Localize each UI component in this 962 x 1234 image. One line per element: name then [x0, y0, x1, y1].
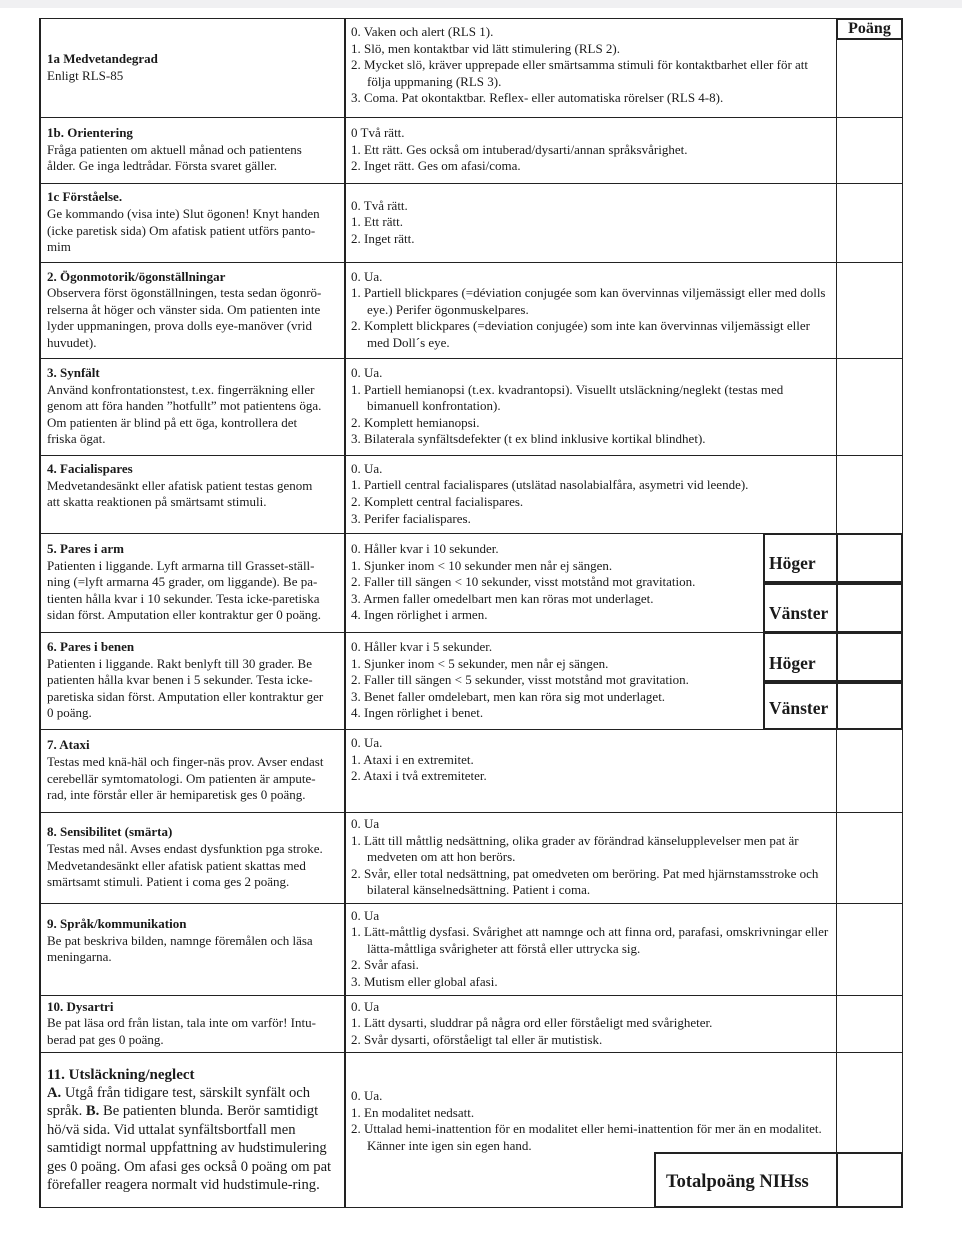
item-text: lyder uppmaningen, prova dolls eye-manöver (vrid	[47, 318, 312, 334]
item-6-options	[345, 632, 765, 729]
option: 1. Lätt till måttlig nedsättning, olika grader av förändrad känselupplevelser men pat är medveten om att hon berörs.	[351, 832, 799, 865]
score-header	[836, 18, 903, 40]
option: 3. Coma. Pat okontaktbar. Reflex- eller automatiska rörelser (RLS 4-8).	[351, 90, 724, 106]
option: 2. Komplett central facialispares.	[351, 494, 524, 509]
option: 1. Lätt-måttlig dysfasi. Svårighet att namnge och att finna ord, parafasi, omskrivningar eller lätta-måttliga svårigheter att förstå eller uttrycka sig.	[351, 924, 829, 956]
option: 3. Perifer facialispares.	[351, 510, 471, 526]
part-b-text: Be patienten blunda. Berör samtidigt hö/vä sida. Vid uttalat synfältsbortfall men samtidigt normal uppfattning av hudstimulering ges 0 poäng. Om afasi ges också 0 poäng om pat förefaller reagera normalt vid hudstimule-ring.	[47, 1103, 332, 1194]
item-1c-options	[345, 183, 836, 262]
item-1b-options	[345, 117, 836, 183]
item-8-options	[345, 812, 836, 903]
option: 0 Två rätt.	[351, 125, 405, 141]
option: 2. Svår afasi.	[351, 957, 419, 973]
item-text: Medvetandesänkt eller afatisk patient testas genom	[47, 477, 313, 493]
item-title: 1c Förståelse.	[47, 189, 123, 205]
option: 0. Ua.	[351, 365, 383, 381]
item-text: genom att föra handen ”hotfullt” mot patientens öga.	[47, 398, 322, 414]
item-title: 2. Ögonmotorik/ögonställningar	[47, 268, 226, 284]
item-text: paretiska sidan först. Amputation eller kontraktur ger	[47, 688, 324, 704]
option: 2. Komplett hemianopsi.	[351, 414, 480, 430]
leg-right-label: Höger	[769, 653, 816, 673]
option: 0. Ua	[351, 907, 380, 923]
item-title: 8. Sensibilitet (smärta)	[47, 824, 173, 840]
item-title: 6. Pares i benen	[47, 639, 135, 655]
item-10-description	[40, 995, 345, 1052]
option: 2. Inget rätt.	[351, 230, 415, 246]
item-text: rad, inte förstår eller är hemiparetisk ges 0 poäng.	[47, 787, 306, 803]
option: 2. Faller till sängen < 10 sekunder, visst motstånd mot gravitation.	[351, 574, 696, 590]
item-text: Patienten i liggande. Rakt benlyft till 30 grader. Be	[47, 655, 312, 671]
item-6-description	[40, 632, 345, 729]
option: 3. Bilaterala synfältsdefekter (t ex blind inklusive kortikal blindhet).	[351, 431, 706, 447]
option: 1. Ett rätt. Ges också om intuberad/dysarti/annan språksvårighet.	[351, 141, 688, 157]
option: 1. Lätt dysarti, sluddrar på några ord eller förståeligt med svårigheter.	[351, 1015, 713, 1031]
item-1b-description	[40, 117, 345, 183]
item-text: friska ögat.	[47, 431, 106, 447]
item-8-description	[40, 812, 345, 903]
option: 2. Faller till sängen < 5 sekunder, visst motstånd mot gravitation.	[351, 672, 689, 688]
option: 3. Mutism eller global afasi.	[351, 973, 498, 989]
item-1a-description	[40, 18, 345, 117]
option: 2. Svår, eller total nedsättning, pat omedveten om beröring. Pat med hjärnstamsstroke och bilateral känselnedsättning. Patient i coma.	[351, 865, 819, 898]
item-10-options	[345, 995, 836, 1052]
item-text: Testas med nål. Avses endast dysfunktion pga stroke.	[47, 840, 323, 856]
option: 2. Svår dysarti, oförståeligt tal eller är mutistisk.	[351, 1031, 603, 1047]
item-text: sidan först. Amputation eller kontraktur ger 0 poäng.	[47, 607, 322, 623]
option: 0. Ua	[351, 816, 380, 832]
option: 4. Ingen rörlighet i armen.	[351, 607, 488, 623]
leg-right-divider	[836, 632, 838, 682]
option: 1. Sjunker inom < 5 sekunder, men når ej sängen.	[351, 655, 609, 671]
option: 0. Vaken och alert (RLS 1).	[351, 24, 494, 39]
item-title: 3. Synfält	[47, 365, 100, 381]
part-a-label: A.	[47, 1084, 62, 1101]
option: 0. Ua.	[351, 268, 383, 284]
option: 1. En modalitet nedsatt.	[351, 1104, 475, 1120]
item-text: meningarna.	[47, 949, 112, 965]
item-title: 11. Utsläckning/neglect	[47, 1066, 195, 1083]
item-text: Be pat beskriva bilden, namnge föremålen och läsa	[47, 932, 313, 948]
option: 0. Ua.	[351, 735, 383, 750]
item-1c-description	[40, 183, 345, 262]
option: 1. Ataxi i en extremitet.	[351, 751, 474, 767]
top-strip	[0, 0, 962, 8]
option: 2. Ataxi i två extremiteter.	[351, 768, 487, 784]
item-text: Patienten i liggande. Lyft armarna till Grasset-ställ-	[47, 557, 315, 573]
option: 3. Armen faller omedelbart men kan röras mot underlaget.	[351, 590, 654, 606]
arm-left-label: Vänster	[769, 603, 829, 623]
total-score-label: Totalpoäng NIHss	[666, 1172, 809, 1192]
item-text: Testas med knä-häl och finger-näs prov. Avser endast	[47, 753, 324, 769]
item-text: Enligt RLS-85	[47, 67, 124, 83]
option: 0. Håller kvar i 10 sekunder.	[351, 541, 499, 557]
item-text: Fråga patienten om aktuell månad och patientens	[47, 141, 302, 157]
option: 0. Ua	[351, 998, 380, 1014]
item-9-description	[40, 903, 345, 995]
item-5-options	[345, 533, 765, 632]
item-1a-options	[345, 24, 836, 117]
total-score-divider	[836, 1152, 838, 1208]
item-text: ning (=lyft armarna 45 grader, om liggande). Be pa-	[47, 574, 318, 590]
option: 0. Ua.	[351, 460, 383, 476]
item-text: Ge kommando (visa inte) Slut ögonen! Knyt handen	[47, 205, 320, 221]
option: 0. Ua.	[351, 1088, 383, 1103]
item-text: Använd konfrontationstest, t.ex. fingerräkning eller	[47, 381, 315, 397]
item-title: 4. Facialispares	[47, 461, 133, 476]
option: 2. Inget rätt. Ges om afasi/coma.	[351, 158, 521, 174]
item-text: att skatta reaktionen på smärtsamt stimuli.	[47, 494, 267, 510]
option: 0. Håller kvar i 5 sekunder.	[351, 639, 493, 655]
item-text: patienten hålla kvar benen i 5 sekunder. Testa icke-	[47, 672, 313, 688]
arm-right-label: Höger	[769, 553, 816, 573]
item-title: 1b. Orientering	[47, 125, 133, 141]
item-title: 1a Medvetandegrad	[47, 50, 158, 66]
item-4-options	[345, 455, 836, 533]
option: 4. Ingen rörlighet i benet.	[351, 705, 484, 721]
part-a-text: Utgå från tidigare test, särskilt synfält och språk.	[47, 1084, 311, 1120]
item-text	[47, 1084, 338, 1194]
option: 3. Benet faller omdelebart, men kan röra sig mot underlaget.	[351, 688, 666, 704]
item-text: relserna åt höger och vänster sida. Om patienten inte	[47, 301, 321, 317]
item-4-description	[40, 455, 345, 533]
option: 1. Partiell central facialispares (utslätad nasolabialfåra, asymetri vid leende).	[351, 477, 749, 493]
option: 0. Två rätt.	[351, 197, 408, 213]
option: 1. Sjunker inom < 10 sekunder men når ej sängen.	[351, 557, 613, 573]
item-title: 5. Pares i arm	[47, 541, 125, 557]
item-text: ålder. Ge inga ledtrådar. Första svaret gäller.	[47, 158, 277, 174]
item-title: 9. Språk/kommunikation	[47, 916, 187, 931]
item-text: Medvetandesänkt eller afatisk patient skattas med	[47, 857, 306, 873]
item-text: Observera först ögonställningen, testa sedan ögonrö-	[47, 285, 322, 301]
item-7-options	[345, 735, 836, 812]
item-3-description	[40, 358, 345, 455]
item-text: (icke paretisk sida) Om afatisk patient utförs panto-	[47, 222, 316, 238]
item-5-description	[40, 533, 345, 632]
arm-right-divider	[836, 533, 838, 583]
item-text: smärtsamt stimuli. Patient i coma ges 2 poäng.	[47, 874, 290, 890]
item-9-options	[345, 903, 836, 995]
item-text: berad pat ges 0 poäng.	[47, 1031, 164, 1047]
item-3-options	[345, 358, 836, 455]
item-11-description	[40, 1052, 345, 1208]
item-text: Be pat läsa ord från listan, tala inte om varför! Intu-	[47, 1015, 316, 1031]
item-text: huvudet).	[47, 334, 97, 350]
item-11-options	[345, 1088, 836, 1158]
item-2-description	[40, 262, 345, 358]
item-text: mim	[47, 239, 71, 255]
score-header-label: Poäng	[848, 20, 891, 37]
option: 1. Partiell blickpares (=déviation conjugée som kan övervinnas viljemässigt eller med dolls eye.) Perifer ögonmuskelpares.	[351, 285, 826, 317]
option: 1. Slö, men kontaktbar vid lätt stimulering (RLS 2).	[351, 40, 621, 56]
item-2-options	[345, 262, 836, 358]
option: 2. Mycket slö, kräver upprepade eller smärtsamma stimuli för kontaktbarhet eller för att följa uppmaning (RLS 3).	[351, 57, 809, 89]
item-title: 7. Ataxi	[47, 737, 90, 753]
part-b-label: B.	[85, 1103, 100, 1120]
item-text: tienten hålla kvar i 10 sekunder. Testa icke-paretiska	[47, 590, 320, 606]
arm-left-divider	[836, 583, 838, 633]
option: 2. Uttalad hemi-inattention för en modalitet eller hemi-inattention för mer än en modalitet. Känner inte igen sin egen hand.	[351, 1121, 822, 1153]
leg-left-label: Vänster	[769, 698, 829, 718]
option: 1. Partiell hemianopsi (t.ex. kvadrantopsi). Visuellt utsläckning/neglekt (testas med bimanuell konfrontation).	[351, 381, 784, 414]
item-text: cerebellär symtomatologi. Om patienten är ampute-	[47, 770, 316, 786]
option: 1. Ett rätt.	[351, 214, 403, 230]
leg-left-divider	[836, 682, 838, 730]
item-title: 10. Dysartri	[47, 998, 114, 1014]
item-7-description	[40, 729, 345, 812]
item-text: 0 poäng.	[47, 705, 92, 721]
item-text: Om patienten är blind på ett öga, kontrollera det	[47, 414, 298, 430]
option: 2. Komplett blickpares (=deviation conjugée) som inte kan övervinnas viljemässigt eller med Doll´s eye.	[351, 318, 810, 350]
